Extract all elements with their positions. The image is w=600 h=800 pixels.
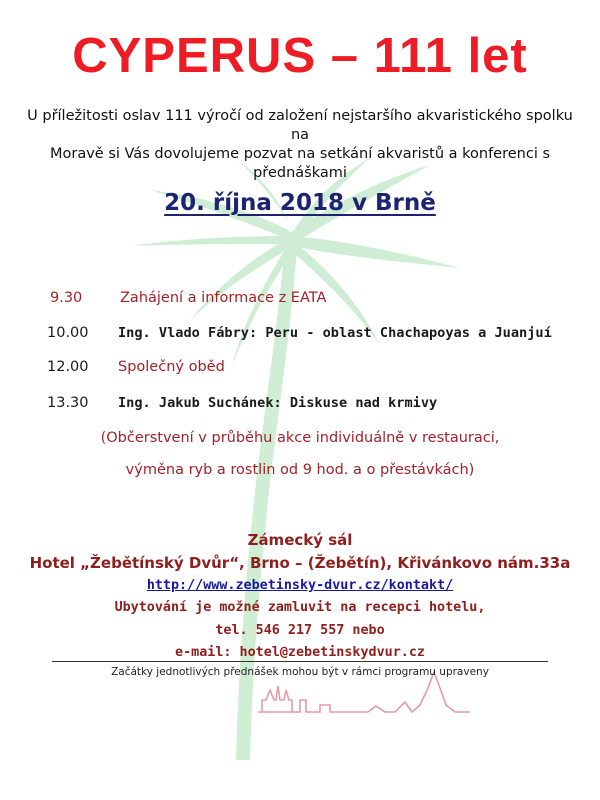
divider <box>52 661 548 662</box>
hotel-email[interactable]: e-mail: hotel@zebetinskydvur.cz <box>175 645 425 660</box>
venue-hall: Zámecký sál <box>247 531 353 549</box>
program-item: Ing. Vlado Fábry: Peru - oblast Chachapoyas a Juanjuí <box>118 325 552 341</box>
program-time: 13.30 <box>47 395 89 411</box>
program-time: 12.00 <box>47 359 89 375</box>
hotel-website-link[interactable]: http://www.zebetinsky-dvur.cz/kontakt/ <box>146 578 454 593</box>
program-time: 9.30 <box>50 290 83 306</box>
refreshment-note: (Občerstvení v průběhu akce individuálně v restauraci, <box>100 430 500 446</box>
venue-hotel: Hotel „Žebětínský Dvůr“, Brno – (Žebětín), Křivánkovo nám.33a <box>29 554 571 572</box>
intro-line: přednáškami <box>253 165 347 181</box>
program-item: Ing. Jakub Suchánek: Diskuse nad krmivy <box>118 395 438 411</box>
lodging-info: Ubytování je možné zamluvit na recepci hotelu, <box>114 600 486 615</box>
intro-line: Moravě si Vás dovolujeme pozvat na setkání akvaristů a konferenci s <box>49 146 551 162</box>
program-item: Společný oběd <box>118 359 225 375</box>
event-date: 20. října 2018 v Brně <box>164 190 436 216</box>
schedule-footnote: Začátky jednotlivých přednášek mohou být v rámci programu upraveny <box>111 666 489 678</box>
intro-paragraph <box>20 107 580 183</box>
intro-line: U příležitosti oslav 111 výročí od založení nejstaršího akvaristického spolku na <box>27 108 573 143</box>
exchange-note: výměna ryb a rostlin od 9 hod. a o přestávkách) <box>125 462 475 478</box>
hotel-phone: tel. 546 217 557 nebo <box>215 623 385 638</box>
program-time: 10.00 <box>47 325 89 341</box>
program-item: Zahájení a informace z EATA <box>120 290 327 306</box>
page-title: CYPERUS – 111 let <box>72 29 528 83</box>
venue-url[interactable] <box>0 578 600 593</box>
